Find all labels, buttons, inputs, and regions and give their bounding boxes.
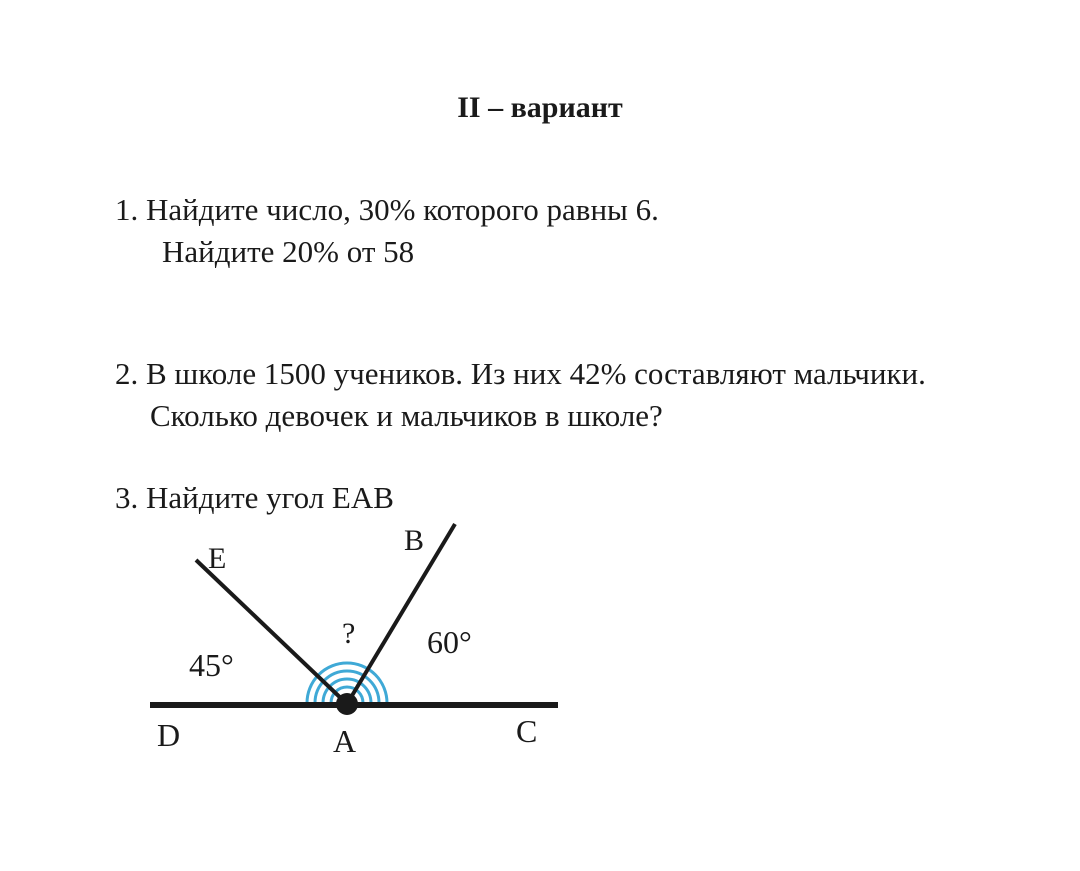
page-title: II – вариант <box>457 91 623 124</box>
angle-label-45: 45° <box>189 647 234 683</box>
vertex-a-dot <box>336 693 358 715</box>
angle-label-60: 60° <box>427 624 472 660</box>
point-label-c: C <box>516 713 538 749</box>
problem-2-line-2: Сколько девочек и мальчиков в школе? <box>150 398 663 433</box>
problem-1-line-2: Найдите 20% от 58 <box>162 234 415 269</box>
problem-1-line-1: 1. Найдите число, 30% которого равны 6. <box>115 192 659 227</box>
angle-label-unknown: ? <box>342 617 356 650</box>
ray-ab <box>347 524 455 704</box>
point-label-a: A <box>333 723 357 759</box>
problem-3-line-1: 3. Найдите угол ЕАВ <box>115 480 394 515</box>
point-label-d: D <box>157 717 181 753</box>
problem-2-line-1: 2. В школе 1500 учеников. Из них 42% составляют мальчики. <box>115 356 926 391</box>
point-label-b: B <box>404 524 425 557</box>
point-label-e: E <box>208 542 227 575</box>
